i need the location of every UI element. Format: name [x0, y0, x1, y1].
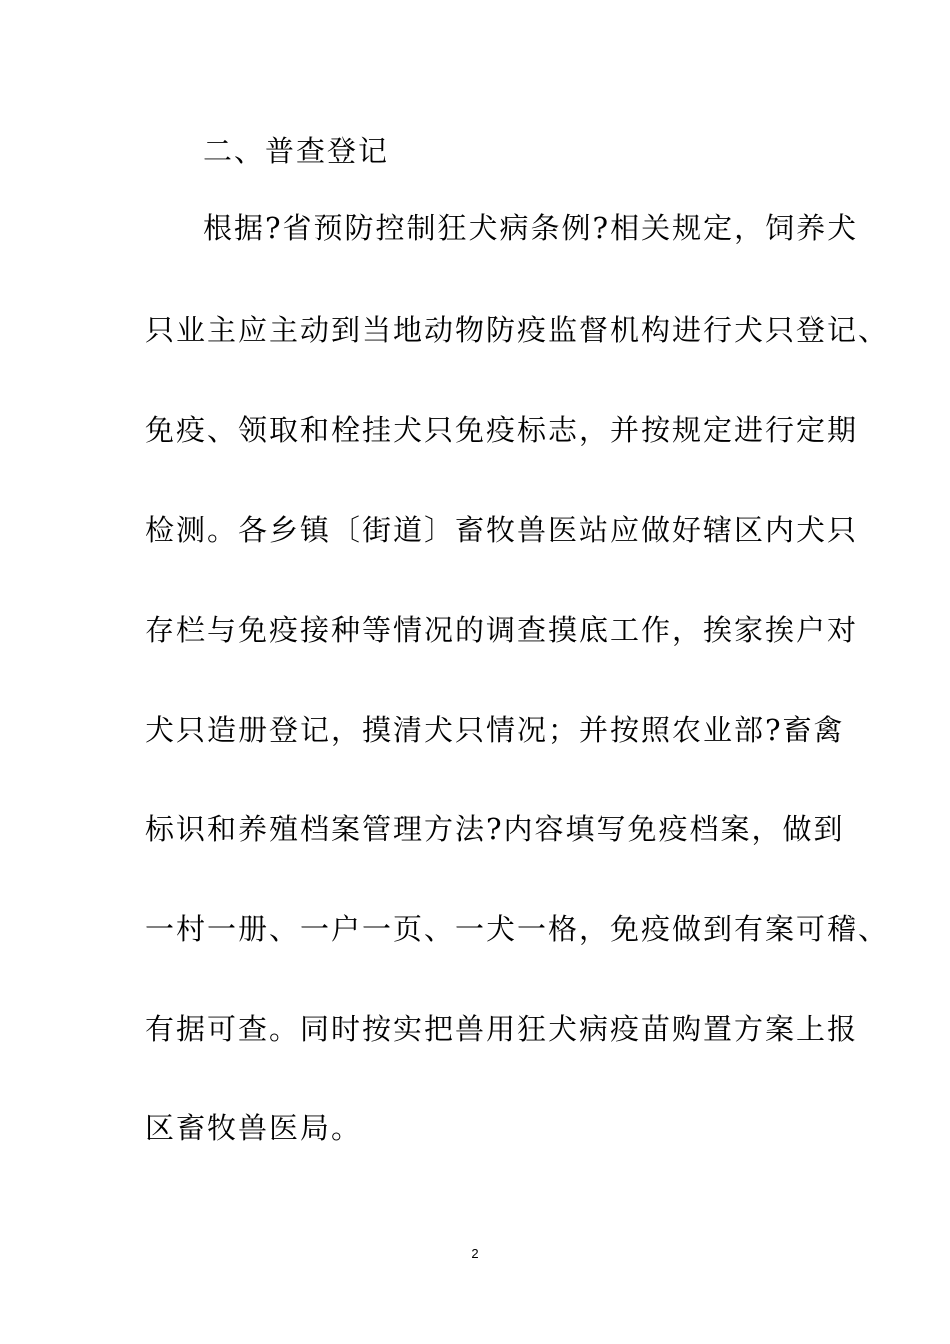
paragraph-line-4: 检测。各乡镇〔街道〕畜牧兽医站应做好辖区内犬只 — [145, 513, 859, 547]
paragraph-line-8: 一村一册、一户一页、一犬一格，免疫做到有案可稽、 — [145, 912, 890, 946]
paragraph-line-6: 犬只造册登记，摸清犬只情况；并按照农业部?畜禽 — [145, 713, 845, 747]
paragraph-line-7: 标识和养殖档案管理方法?内容填写免疫档案，做到 — [145, 812, 845, 846]
page-number: 2 — [471, 1246, 479, 1261]
paragraph-line-2: 只业主应主动到当地动物防疫监督机构进行犬只登记、 — [145, 313, 890, 347]
paragraph-line-9: 有据可查。同时按实把兽用狂犬病疫苗购置方案上报 — [145, 1012, 859, 1046]
paragraph-line-10: 区畜牧兽医局。 — [145, 1111, 363, 1145]
paragraph-line-5: 存栏与免疫接种等情况的调查摸底工作，挨家挨户对 — [145, 613, 859, 647]
paragraph-line-3: 免疫、领取和栓挂犬只免疫标志，并按规定进行定期 — [145, 413, 859, 447]
paragraph-line-1: 根据?省预防控制狂犬病条例?相关规定，饲养犬 — [203, 211, 859, 245]
section-heading: 二、普查登记 — [203, 134, 390, 168]
